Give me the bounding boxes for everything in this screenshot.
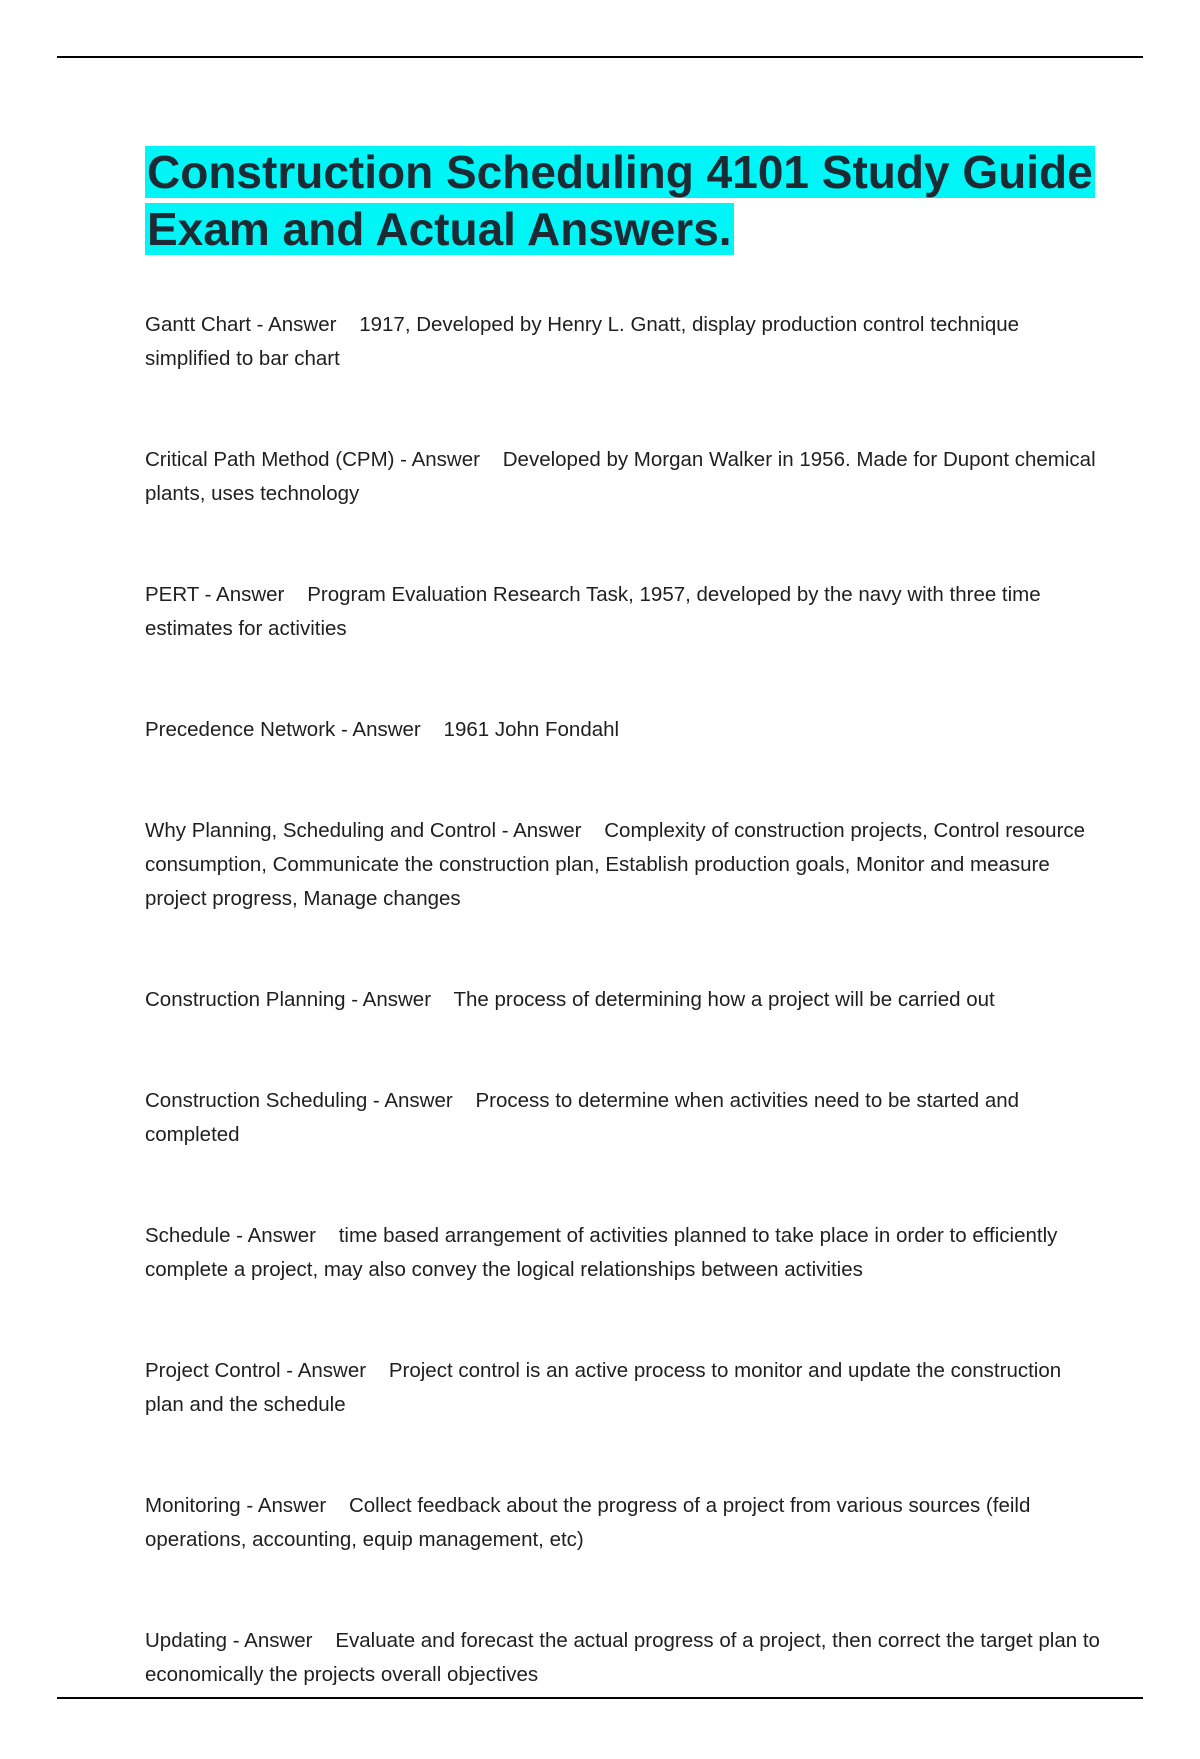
entry-updating: Updating - Answer Evaluate and forecast the actual progress of a project, then correct the target plan to economically the projects overall objectives [145,1629,1100,1686]
entry-answer-label: Answer [513,819,582,842]
entry-term: PERT [145,583,199,606]
document-title [145,144,1100,258]
entry-answer: 1917, Developed by Henry L. Gnatt, display production control technique simplified to bar chart [145,313,1020,370]
entry-answer: Complexity of construction projects, Control resource consumption, Communicate the construction plan, Establish production goals, Monitor and measure project progress, Manage changes [145,819,1086,910]
entry-answer: Process to determine when activities need to be started and completed [145,1089,1020,1146]
entry-answer: Program Evaluation Research Task, 1957, developed by the navy with three time estimates for activities [145,583,1041,640]
document-title-text: Construction Scheduling 4101 Study Guide Exam and Actual Answers. [147,146,1093,255]
entry-answer: Collect feedback about the progress of a project from various sources (feild operations, accounting, equip management, etc) [145,1494,1031,1551]
entry-term: Precedence Network [145,718,336,741]
entry-gantt-chart: Gantt Chart - Answer 1917, Developed by Henry L. Gnatt, display production control technique simplified to bar chart [145,313,1020,370]
entry-answer-label: Answer [244,1629,313,1652]
entry-why-planning: Why Planning, Scheduling and Control - Answer Complexity of construction projects, Control resource consumption, Communicate the construction plan, Establish production goals, Monitor and measure project progress, Manage changes [145,819,1086,910]
entry-answer-label: Answer [257,1494,327,1517]
entry-list [145,308,1100,1692]
entry-construction-planning: Construction Planning - Answer The process of determining how a project will be carried out [145,988,995,1011]
entry-term: Updating [145,1629,228,1652]
bottom-divider [57,1697,1143,1699]
entry-term: Why Planning, Scheduling and Control [145,819,496,842]
entry-schedule: Schedule - Answer time based arrangement of activities planned to take place in order to efficiently complete a project, may also convey the logical relationships between activities [145,1224,1058,1281]
entry-answer: The process of determining how a project will be carried out [453,988,995,1011]
entry-answer-label: Answer [384,1089,453,1112]
entry-term: Gantt Chart [145,313,251,336]
entry-project-control: Project Control - Answer Project control is an active process to monitor and update the construction plan and the schedule [145,1359,1062,1416]
entry-answer: Project control is an active process to monitor and update the construction plan and the schedule [145,1359,1062,1416]
top-divider [57,56,1143,58]
entry-term: Schedule [145,1224,231,1247]
entry-answer-label: Answer [352,718,421,741]
entry-answer-label: Answer [297,1359,367,1382]
entry-answer: Developed by Morgan Walker in 1956. Made for Dupont chemical plants, uses technology [145,448,1096,505]
entry-answer-label: Answer [362,988,432,1011]
entry-term: Construction Planning [145,988,346,1011]
entry-term: Construction Scheduling [145,1089,368,1112]
document-body [145,144,1100,1759]
entry-answer-label: Answer [411,448,480,471]
entry-answer-label: Answer [268,313,337,336]
entry-answer-label: Answer [247,1224,316,1247]
entry-term: Critical Path Method (CPM) [145,448,395,471]
entry-construction-scheduling: Construction Scheduling - Answer Process to determine when activities need to be started and completed [145,1089,1020,1146]
entry-critical-path-method: Critical Path Method (CPM) - Answer Developed by Morgan Walker in 1956. Made for Dupont chemical plants, uses technology [145,448,1096,505]
entry-term: Monitoring [145,1494,241,1517]
entry-pert: PERT - Answer Program Evaluation Research Task, 1957, developed by the navy with three time estimates for activities [145,583,1041,640]
entry-answer: Evaluate and forecast the actual progress of a project, then correct the target plan to economically the projects overall objectives [145,1629,1100,1686]
entry-answer: time based arrangement of activities planned to take place in order to efficiently complete a project, may also convey the logical relationships between activities [145,1224,1058,1281]
entry-answer: 1961 John Fondahl [443,718,620,741]
entry-term: Project Control [145,1359,281,1382]
entry-precedence-network: Precedence Network - Answer 1961 John Fondahl [145,718,620,741]
entry-monitoring: Monitoring - Answer Collect feedback about the progress of a project from various sources (feild operations, accounting, equip management, etc) [145,1494,1031,1551]
entry-answer-label: Answer [216,583,285,606]
